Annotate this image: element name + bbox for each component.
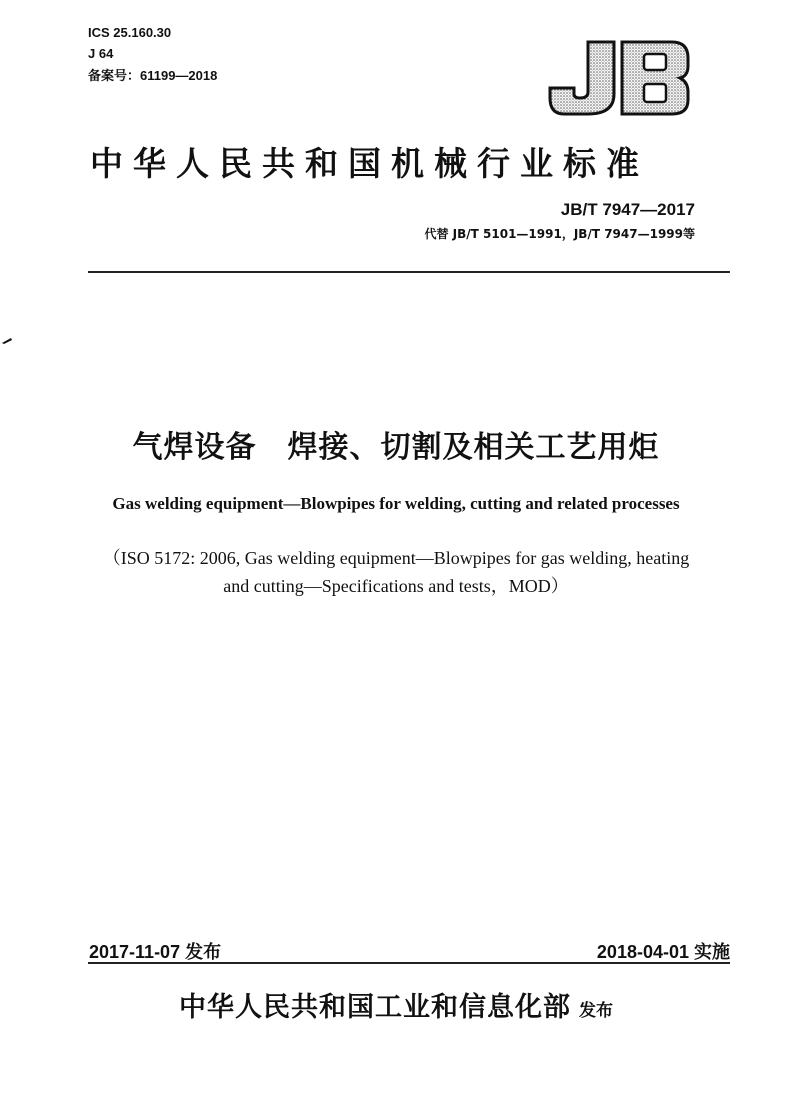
scan-artifact-mark xyxy=(2,338,12,344)
iso-reference-line-2: and cutting—Specifications and tests，MOD） xyxy=(223,576,569,596)
standard-number: JB/T 7947—2017 xyxy=(560,200,695,219)
iso-reference-line-1: （ISO 5172: 2006, Gas welding equipment—Blowpipes for gas welding, heating xyxy=(102,548,690,568)
bottom-divider xyxy=(88,962,730,964)
industry-standard-heading: 中华人民共和国机械行业标准 xyxy=(90,144,649,183)
logo-letter-j xyxy=(550,42,614,114)
title-english: Gas welding equipment—Blowpipes for welding, cutting and related processes xyxy=(112,494,680,513)
top-divider xyxy=(88,271,730,273)
issue-date: 2017-11-07 发布 xyxy=(89,942,222,962)
publisher-name: 中华人民共和国工业和信息化部 xyxy=(179,992,571,1023)
replaces-note: 代替 JB/T 5101—1991，JB/T 7947—1999等 xyxy=(424,227,695,241)
publisher xyxy=(0,985,792,1024)
ics-code: ICS 25.160.30 xyxy=(88,25,172,40)
implementation-date: 2018-04-01 实施 xyxy=(596,942,730,962)
title-chinese: 气焊设备 焊接、切割及相关工艺用炬 xyxy=(132,430,660,465)
publisher-suffix: 发布 xyxy=(579,1001,613,1021)
jb-logo xyxy=(548,38,690,116)
classification-code: J 64 xyxy=(88,46,114,61)
filing-number: 备案号：61199—2018 xyxy=(88,68,218,83)
logo-letter-b xyxy=(622,42,688,114)
